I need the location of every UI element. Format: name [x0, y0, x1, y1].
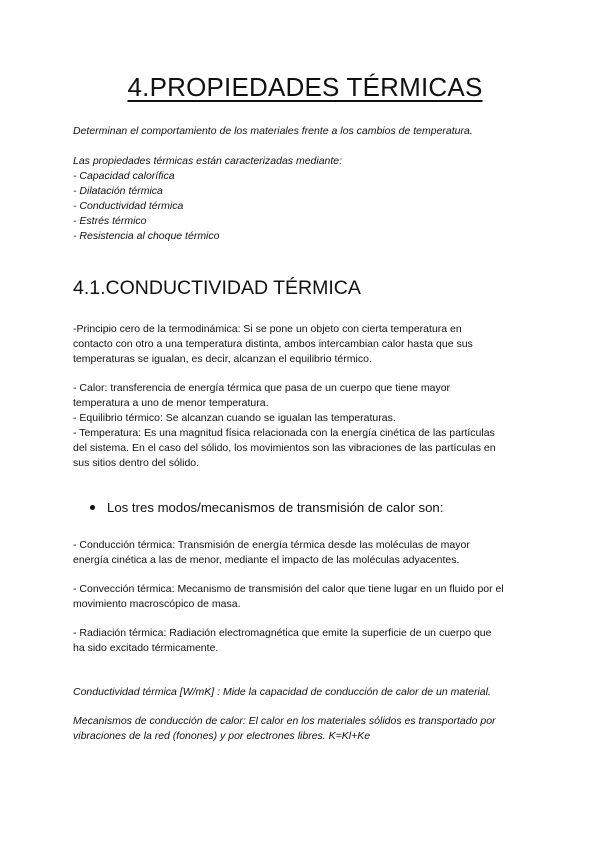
conduction-paragraph: - Conducción térmica: Transmisión de energía térmica desde las moléculas de mayor energía cinética a las de menor, mediante el impacto de las moléculas adyacentes.	[73, 539, 470, 566]
principle-paragraph: -Principio cero de la termodinámica: Si se pone un objeto con cierta temperatura en contacto con otro a una temperatura distinta, ambos intercambian calor hasta que sus temperaturas se igualan, es decir, alcanzan el equilibrio térmico.	[73, 323, 473, 365]
bullet-text: Los tres modos/mecanismos de transmisión de calor son:	[107, 500, 444, 515]
mechanisms-note: Mecanismos de conducción de calor: El calor en los materiales sólidos es transportado por vibraciones de la red (fonones) y por electrones libres. K=Kl+Ke	[73, 715, 496, 742]
list-item: - Dilatación térmica	[73, 185, 163, 197]
convection-paragraph: - Convección térmica: Mecanismo de transmisión del calor que tiene lugar en un fluido por el movimiento macroscópico de masa.	[73, 583, 504, 610]
list-item: - Conductividad térmica	[73, 200, 184, 212]
properties-lead: Las propiedades térmicas están caracterizadas mediante:	[73, 155, 343, 167]
definitions-paragraph: - Calor: transferencia de energía térmica que pasa de un cuerpo que tiene mayor temperatura a uno de menor temperatura. - Equilibrio térmico: Se alcanzan cuando se igualan las temperaturas. - Temperatura: Es una magnitud física relacionada con la energía cinética de las partículas del sistema. En el caso del sólido, los movimientos son las vibraciones de las partículas en sus sitios dentro del sólido.	[73, 382, 496, 469]
bullet-item	[90, 500, 443, 515]
list-item: - Resistencia al choque térmico	[73, 230, 220, 242]
list-item: - Capacidad calorífica	[73, 170, 175, 182]
properties-list	[73, 154, 533, 244]
section-heading: 4.1.CONDUCTIVIDAD TÉRMICA	[73, 277, 361, 299]
page-title: 4.PROPIEDADES TÉRMICAS	[127, 72, 483, 102]
intro-sentence: Determinan el comportamiento de los materiales frente a los cambios de temperatura.	[73, 125, 473, 137]
conductivity-note: Conductividad térmica [W/mK] : Mide la capacidad de conducción de calor de un material.	[73, 686, 491, 698]
list-item: - Estrés térmico	[73, 215, 147, 227]
bullet-icon	[90, 505, 95, 510]
radiation-paragraph: - Radiación térmica: Radiación electromagnética que emite la superficie de un cuerpo que ha sido excitado térmicamente.	[73, 627, 492, 654]
